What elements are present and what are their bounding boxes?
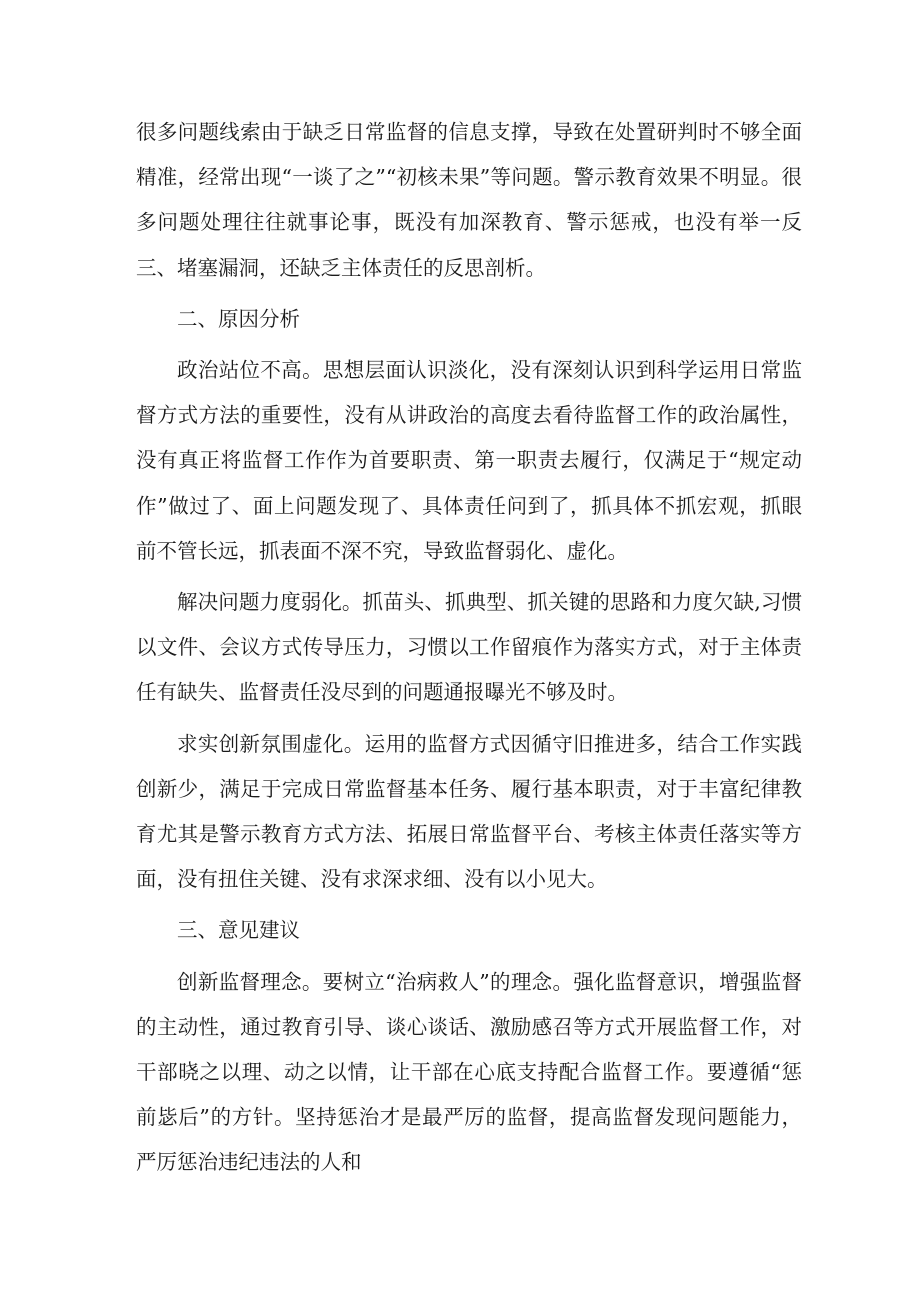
section-heading-cause-analysis: 二、原因分析	[177, 306, 300, 331]
paragraph-political-stance: 政治站位不高。思想层面认识淡化，没有深刻认识到科学运用日常监督方式方法的重要性，没有从讲政治的高度去看待监督工作的政治属性，没有真正将监督工作作为首要职责、第一职责去履行，仅满足于“规定动作”做过了、面上问题发现了、具体责任问到了，抓具体不抓宏观，抓眼前不管长远，抓表面不深不究，导致监督弱化、虚化。	[136, 358, 802, 563]
section-heading-suggestions: 三、意见建议	[177, 918, 300, 943]
paragraph-supervision-concept: 创新监督理念。要树立“治病救人”的理念。强化监督意识，增强监督的主动性，通过教育引导、谈心谈话、激励感召等方式开展监督工作，对干部晓之以理、动之以情，让干部在心底支持配合监督工作。要遵循“惩前毖后”的方针。坚持惩治才是最严厉的监督，提高监督发现问题能力，严厉惩治违纪违法的人和	[136, 969, 802, 1175]
paragraph-problem-solving: 解决问题力度弱化。抓苗头、抓典型、抓关键的思路和力度欠缺,习惯以文件、会议方式传导压力，习惯以工作留痕作为落实方式，对于主体责任有缺失、监督责任没尽到的问题通报曝光不够及时。	[136, 590, 802, 705]
paragraph-innovation: 求实创新氛围虚化。运用的监督方式因循守旧推进多，结合工作实践创新少，满足于完成日常监督基本任务、履行基本职责，对于丰富纪律教育尤其是警示教育方式方法、拓展日常监督平台、考核主体责任落实等方面，没有扭住关键、没有求深求细、没有以小见大。	[136, 731, 802, 892]
paragraph-continued: 很多问题线索由于缺乏日常监督的信息支撑，导致在处置研判时不够全面精准，经常出现“一谈了之”“初核未果”等问题。警示教育效果不明显。很多问题处理往往就事论事，既没有加深教育、警示惩戒，也没有举一反三、堵塞漏洞，还缺乏主体责任的反思剖析。	[136, 120, 802, 280]
